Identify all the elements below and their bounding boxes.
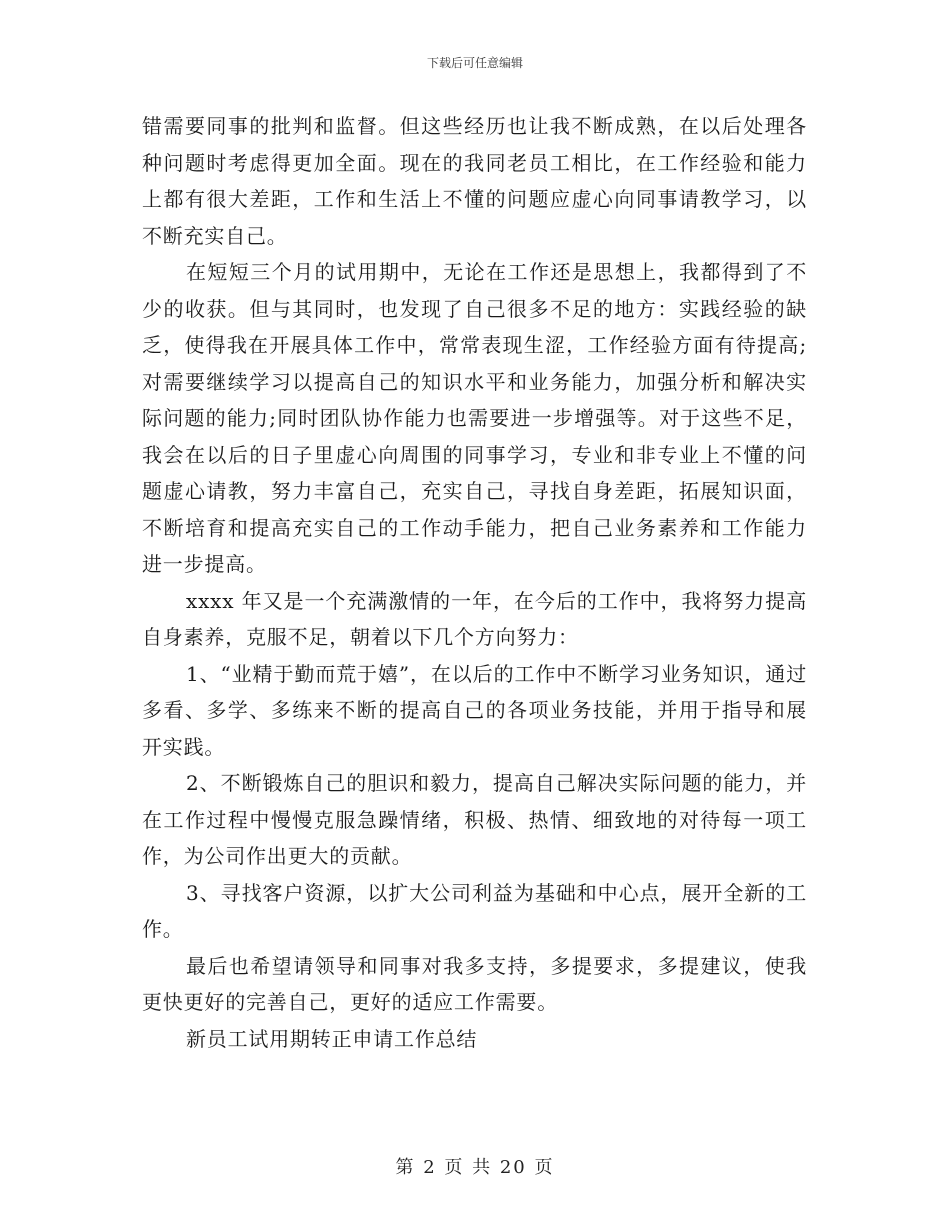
paragraph-goal-2: 2、不断锻炼自己的胆识和毅力，提高自己解决实际问题的能力，并在工作过程中慢慢克服急躁情绪，积极、热情、细致地的对待每一项工作，为公司作出更大的贡献。 bbox=[142, 771, 807, 868]
paragraph-goal-3: 3、寻找客户资源，以扩大公司利益为基础和中心点，展开全新的工作。 bbox=[142, 880, 807, 941]
paragraph-continuation: 错需要同事的批判和监督。但这些经历也让我不断成熟，在以后处理各种问题时考虑得更加全面。现在的我同老员工相比，在工作经验和能力上都有很大差距，工作和生活上不懂的问题应虚心向同事请教学习，以不断充实自己。 bbox=[142, 114, 807, 248]
page-number: 第 2 页 共 20 页 bbox=[395, 1157, 555, 1178]
paragraph-closing: 最后也希望请领导和同事对我多支持，多提要求，多提建议，使我更快更好的完善自己，更好的适应工作需要。 bbox=[142, 953, 807, 1014]
paragraph-probation-summary: 在短短三个月的试用期中，无论在工作还是思想上，我都得到了不少的收获。但与其同时，也发现了自己很多不足的地方：实践经验的缺乏，使得我在开展具体工作中，常常表现生涩，工作经验方面有待提高;对需要继续学习以提高自己的知识水平和业务能力，加强分析和解决实际问题的能力;同时团队协作能力也需要进一步增强等。对于这些不足，我会在以后的日子里虚心向周围的同事学习，专业和非专业上不懂的问题虚心请教，努力丰富自己，充实自己，寻找自身差距，拓展知识面，不断培育和提高充实自己的工作动手能力，把自己业务素养和工作能力进一步提高。 bbox=[142, 260, 807, 576]
paragraph-goal-1: 1、“业精于勤而荒于嬉”，在以后的工作中不断学习业务知识，通过多看、多学、多练来不断的提高自己的各项业务技能，并用于指导和展开实践。 bbox=[142, 661, 807, 759]
document-body bbox=[142, 108, 807, 1057]
paragraph-new-year-goals: xxxx 年又是一个充满激情的一年，在今后的工作中，我将努力提高自身素养，克服不足，朝着以下几个方向努力： bbox=[142, 588, 807, 649]
section-title: 新员工试用期转正申请工作总结 bbox=[186, 1026, 478, 1051]
header-note: 下载后可任意编辑 bbox=[426, 56, 523, 70]
